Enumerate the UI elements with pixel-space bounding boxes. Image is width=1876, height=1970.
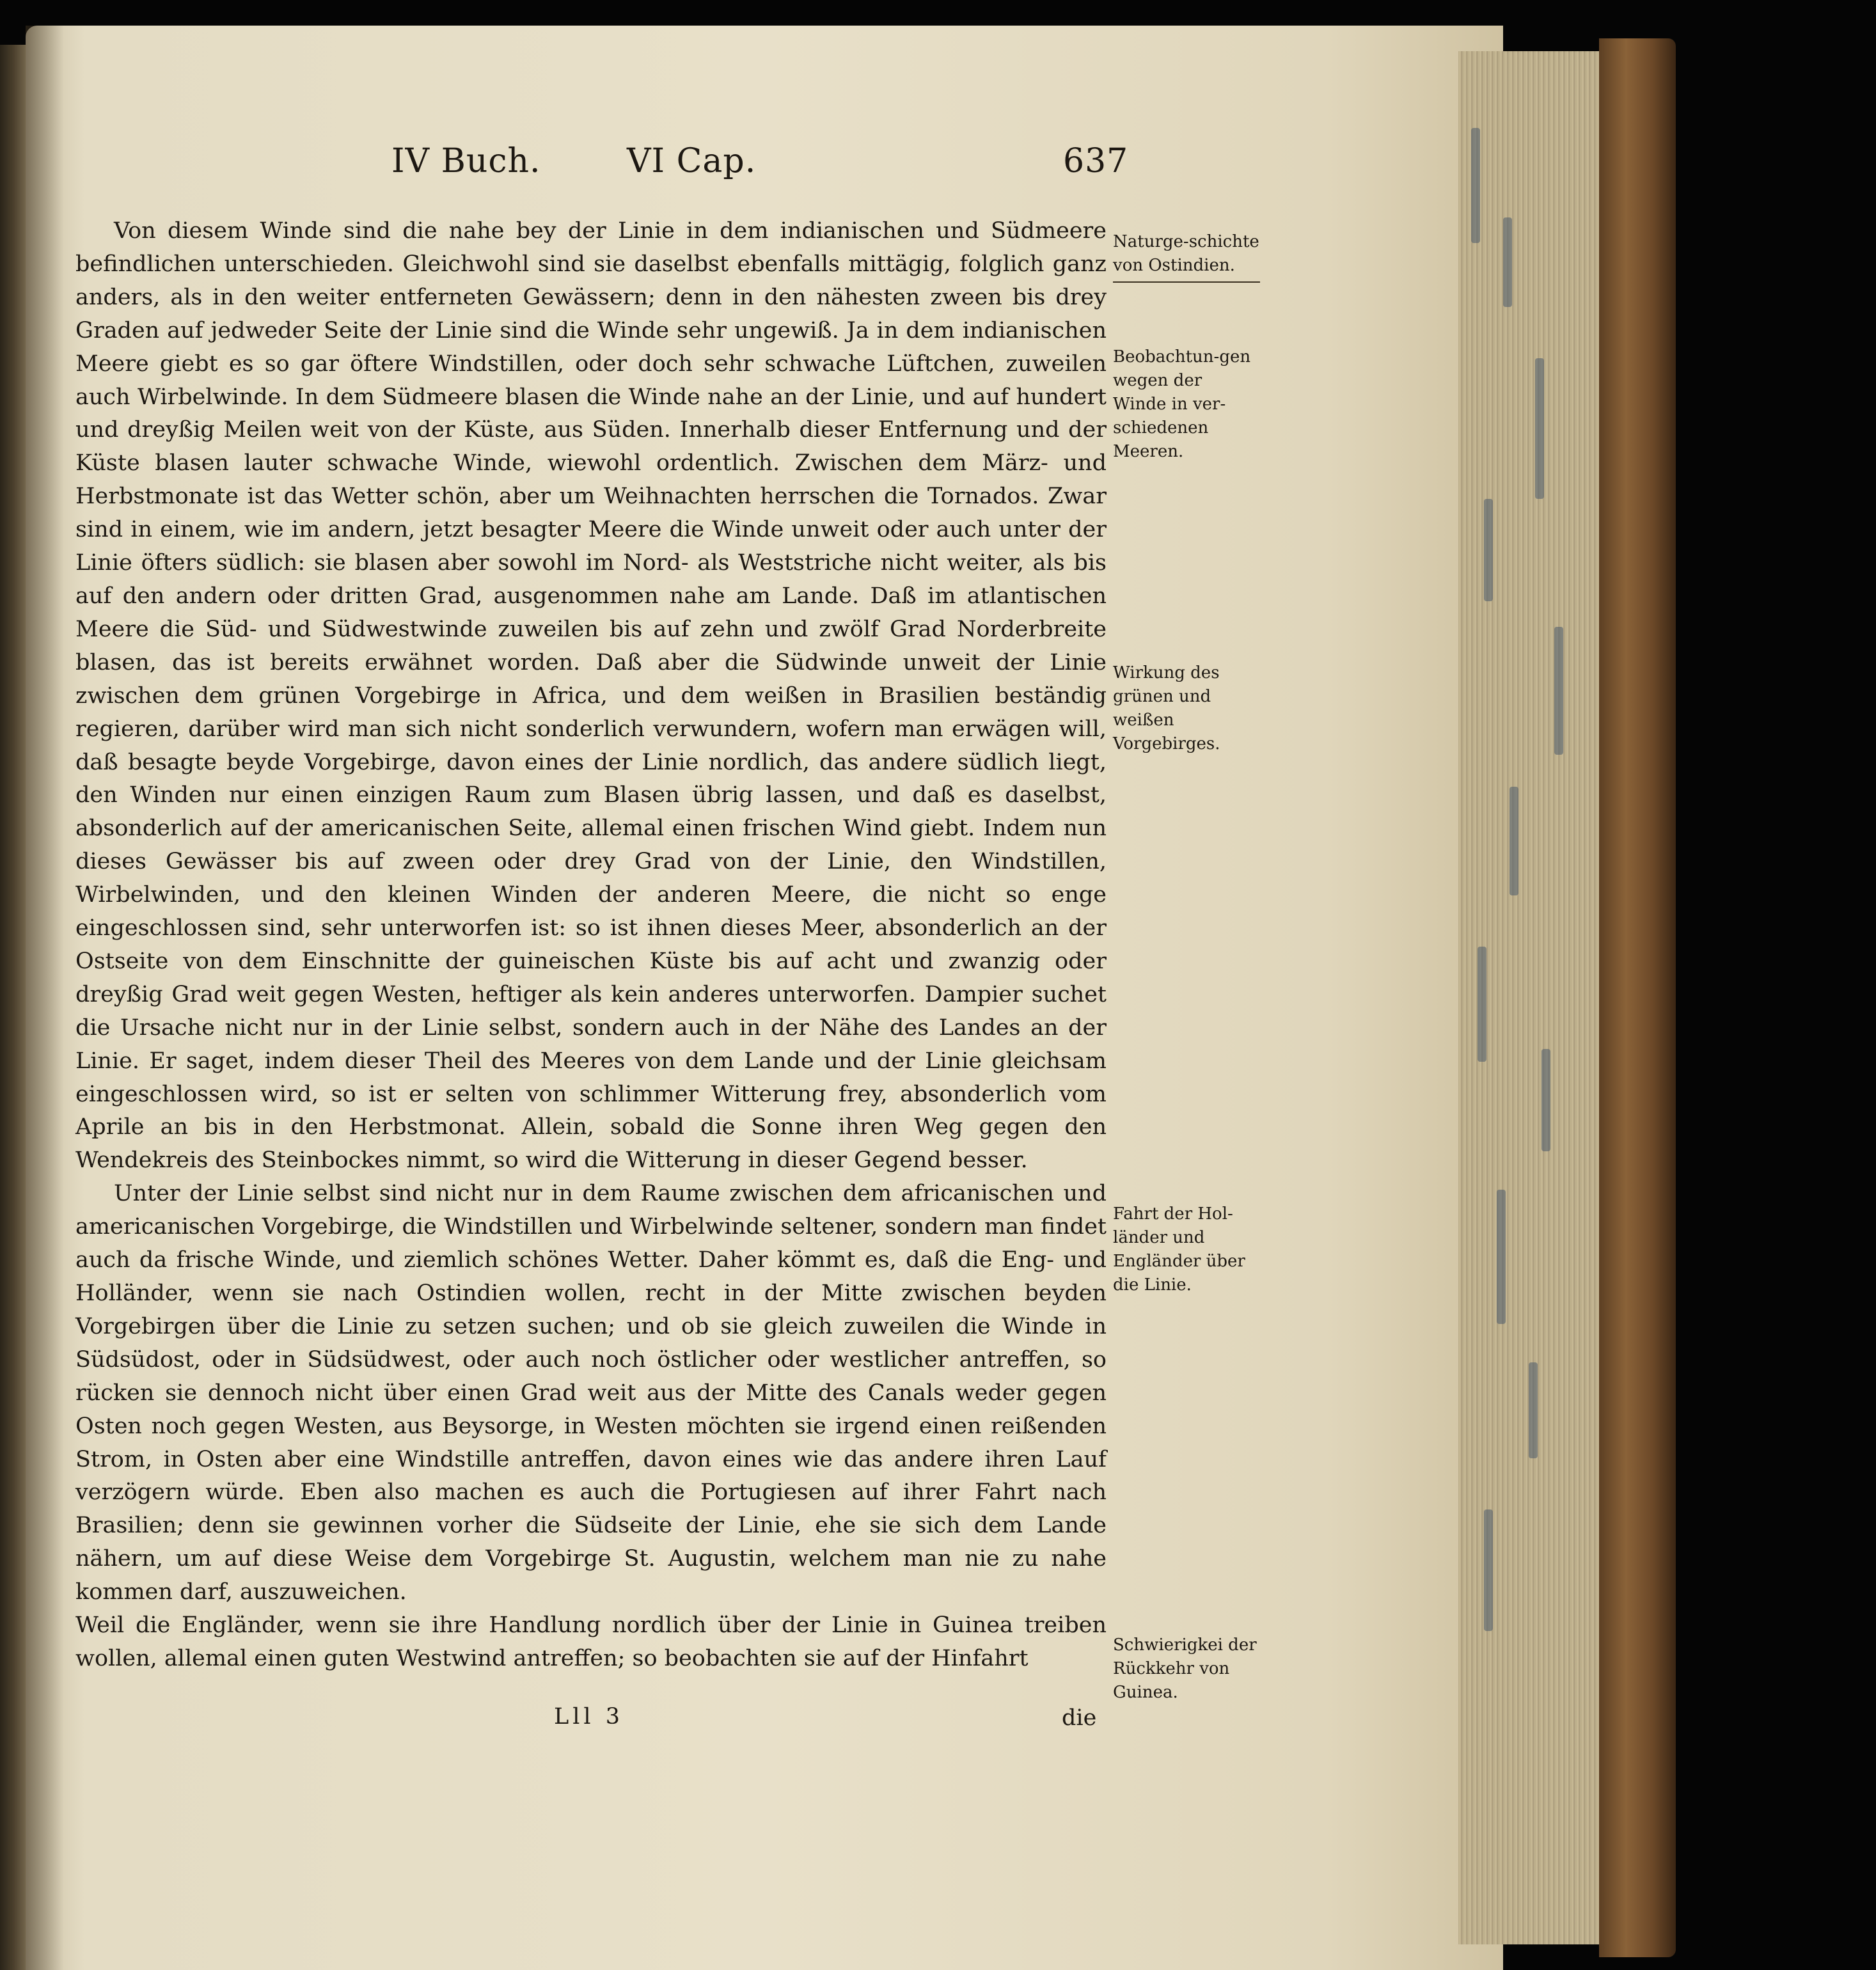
marginal-note: Schwierigkei der Rückkehr von Guinea. bbox=[1113, 1635, 1257, 1702]
signature-mark: Lll 3 bbox=[554, 1704, 624, 1730]
main-text-column bbox=[75, 215, 1107, 1676]
paragraph: Von diesem Winde sind die nahe bey der Linie in dem indianischen und Südmeere befindlichen unterschieden. Gleichwohl sind sie daselbst ebenfalls mittägig, folglich ganz anders, als in den weiter entferneten Gewässern; denn in den nähesten zween bis drey Graden auf jedweder Seite der Linie sind die Winde sehr ungewiß. Ja in dem indianischen Meere giebt es so gar öftere Windstillen, oder doch sehr schwache Lüftchen, zuweilen auch Wirbelwinde. In dem Südmeere blasen die Winde nahe an der Linie, und auf hundert und dreyßig Meilen weit von der Küste, aus Süden. Innerhalb dieser Entfernung und der Küste blasen lauter schwache Winde, wiewohl ordentlich. Zwischen dem März- und Herbstmonate ist das Wetter schön, aber um Weihnachten herrschen die Tornados. Zwar sind in einem, wie im andern, jetzt besagter Meere die Winde unweit oder auch unter der Linie öfters südlich: sie blasen aber sowohl im Nord- als Weststriche nicht weiter, als bis auf den andern oder dritten Grad, ausgenommen nahe am Lande. Daß im atlantischen Meere die Süd- und Südwestwinde zuweilen bis auf zehn und zwölf Grad Norderbreite blasen, das ist bereits erwähnet worden. Daß aber die Südwinde unweit der Linie zwischen dem grünen Vorgebirge in Africa, und dem weißen in Brasilien beständig regieren, darüber wird man sich nicht sonderlich verwundern, wofern man erwägen will, daß besagte beyde Vorgebirge, davon eines der Linie nordlich, das andere südlich liegt, den Winden nur einen einzigen Raum zum Blasen übrig lassen, und daß es daselbst, absonderlich auf der americanischen Seite, allemal einen frischen Wind giebt. Indem nun dieses Gewässer bis auf zween oder drey Grad von der Linie, den Windstillen, Wirbelwinden, und den kleinen Winden der anderen Meere, die nicht so enge eingeschlossen sind, sehr unterworfen ist: so ist ihnen dieses Meer, absonderlich an der Ostseite von dem Einschnitte der guineischen Küste bis auf acht und zwanzig oder dreyßig Grad weit gegen Westen, heftiger als kein anderes unterworfen. Dampier suchet die Ursache nicht nur in der Linie selbst, sondern auch in der Nähe des Landes an der Linie. Er saget, indem dieser Theil des Meeres von dem Lande und der Linie gleichsam eingeschlossen wird, so ist er selten von schlimmer Witterung frey, absonderlich vom Aprile an bis in den Herbstmonat. Allein, sobald die Sonne ihren Weg gegen den Wendekreis des Steinbockes nimmt, so wird die Witterung in dieser Gegend besser. bbox=[75, 218, 1107, 1174]
marginal-note: Naturge-schichte von Ostindien. bbox=[1113, 230, 1260, 283]
marginal-note: Fahrt der Hol-länder und Engländer über die Linie. bbox=[1113, 1204, 1245, 1295]
running-head-chapter: VI Cap. bbox=[627, 142, 757, 180]
paragraph: Unter der Linie selbst sind nicht nur in dem Raume zwischen dem africanischen und americanischen Vorgebirge, die Windstillen und Wirbelwinde seltener, sondern man findet auch da frische Winde, und ziemlich schönes Wetter. Daher kömmt es, daß die Eng- und Holländer, wenn sie nach Ostindien wollen, recht in der Mitte zwischen beyden Vorgebirgen über die Linie zu setzen suchen; und ob sie gleich zuweilen die Winde in Südsüdost, oder in Südsüdwest, oder auch noch östlicher oder westlicher antreffen, so rücken sie dennoch nicht über einen Grad weit aus der Mitte des Canals weder gegen Osten noch gegen Westen, aus Beysorge, in Westen möchten sie irgend einen reißenden Strom, in Osten aber eine Windstille antreffen, davon eines wie das andere ihren Lauf verzögern würde. Eben also machen es auch die Portugiesen auf ihrer Fahrt nach Brasilien; denn sie gewinnen vorher die Südseite der Linie, ehe sie sich dem Lande nähern, um auf diese Weise dem Vorgebirge St. Augustin, welchem man nie zu nahe kommen darf, auszuweichen. bbox=[75, 1181, 1107, 1605]
marginal-note: Beobachtun-gen wegen der Winde in ver-schiedenen Meeren. bbox=[1113, 347, 1251, 461]
running-head-title: IV Buch. bbox=[391, 142, 541, 180]
paragraph: Weil die Engländer, wenn sie ihre Handlung nordlich über der Linie in Guinea treiben wollen, allemal einen guten Westwind antreffen; so beobachten sie auf der Hinfahrt bbox=[75, 1612, 1107, 1671]
marginal-note: Wirkung des grünen und weißen Vorgebirges. bbox=[1113, 663, 1220, 753]
page-number: 637 bbox=[1063, 142, 1129, 180]
catchword: die bbox=[1062, 1705, 1097, 1731]
